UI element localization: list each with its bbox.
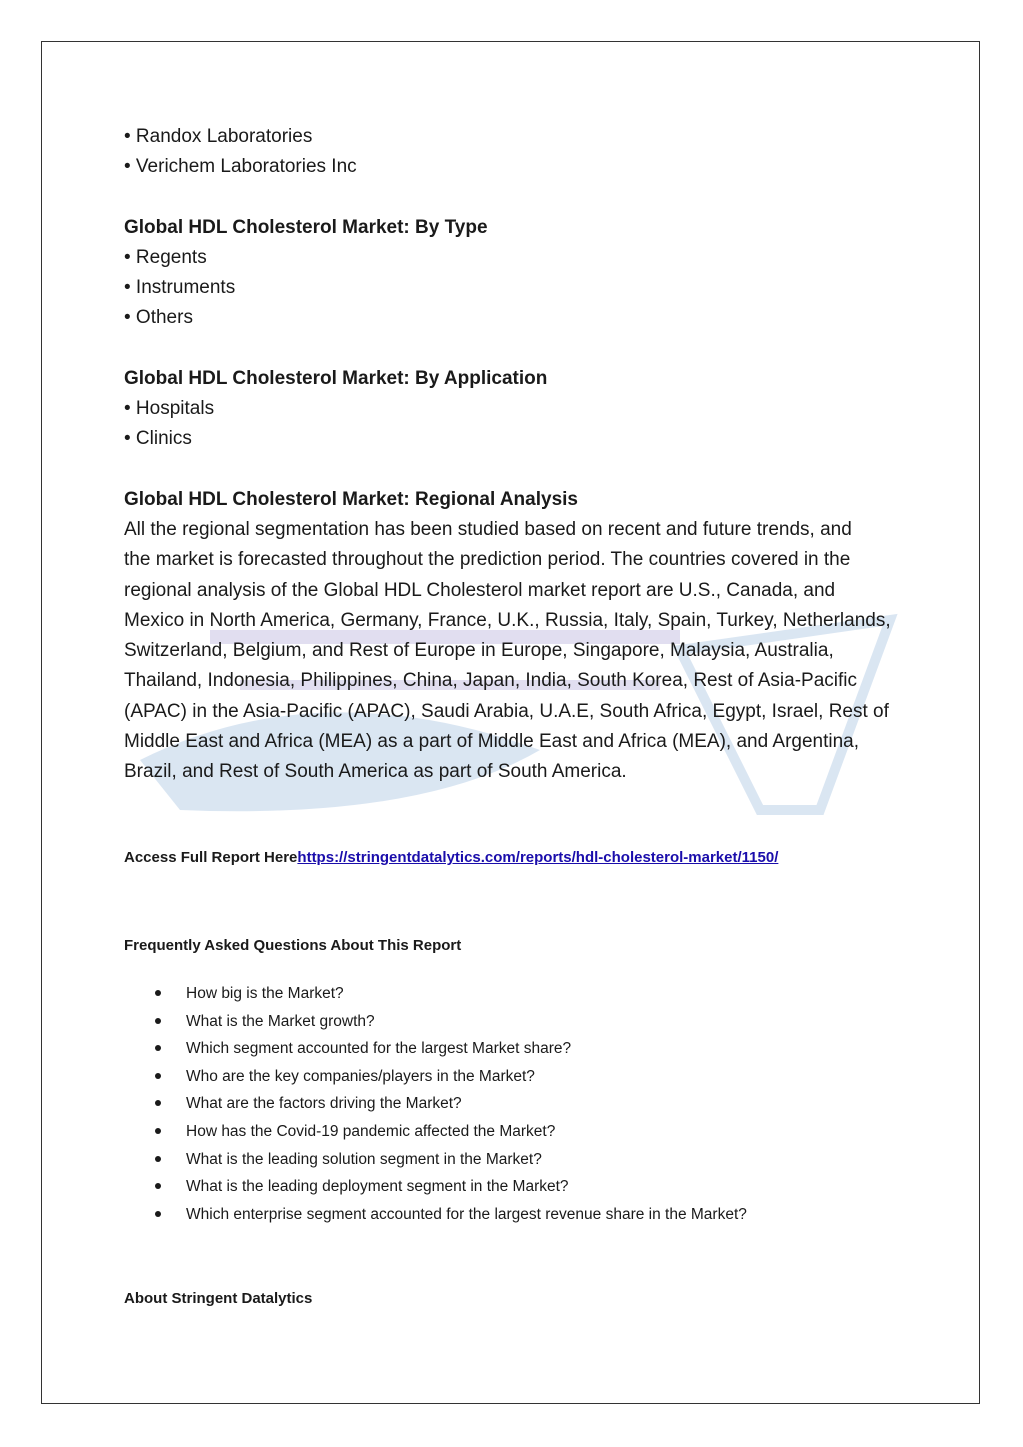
regional-line: the market is forecasted throughout the prediction period. The countries covered in the — [124, 549, 851, 571]
regional-line: Brazil, and Rest of South America as part of South America. — [124, 761, 627, 783]
application-item: • Hospitals — [124, 398, 215, 420]
regional-line: Middle East and Africa (MEA) as a part of Middle East and Africa (MEA), and Argentina, — [124, 731, 860, 753]
regional-line: Switzerland, Belgium, and Rest of Europe in Europe, Singapore, Malaysia, Australia, — [124, 640, 834, 662]
section-title-regional: Global HDL Cholesterol Market: Regional Analysis — [124, 488, 578, 510]
regional-line: (APAC) in the Asia-Pacific (APAC), Saudi Arabia, U.A.E, South Africa, Egypt, Israel, Rest of — [124, 700, 889, 722]
regional-paragraph — [124, 515, 904, 788]
faq-item — [155, 1173, 747, 1201]
bullet-icon — [155, 1128, 161, 1134]
bullet-icon — [155, 1211, 161, 1217]
bullet-icon — [155, 990, 161, 996]
faq-item — [155, 1118, 747, 1146]
faq-item-text: What is the leading deployment segment in the Market? — [186, 1178, 569, 1196]
faq-item — [155, 1090, 747, 1118]
faq-item-text: Which enterprise segment accounted for the largest revenue share in the Market? — [186, 1205, 747, 1223]
access-report-line — [124, 849, 778, 866]
faq-item-text: What is the leading solution segment in the Market? — [186, 1150, 542, 1168]
section-title-by-application: Global HDL Cholesterol Market: By Application — [124, 367, 548, 389]
application-item: • Clinics — [124, 428, 192, 450]
faq-item-text: What is the Market growth? — [186, 1012, 375, 1030]
bullet-icon — [155, 1018, 161, 1024]
bullet-icon — [155, 1073, 161, 1079]
bullet-icon — [155, 1156, 161, 1162]
company-item: • Verichem Laboratories Inc — [124, 156, 357, 178]
regional-line: All the regional segmentation has been studied based on recent and future trends, and — [124, 518, 852, 540]
report-link[interactable]: https://stringentdatalytics.com/reports/hdl-cholesterol-market/1150/ — [297, 849, 779, 866]
faq-item-text: What are the factors driving the Market? — [186, 1095, 462, 1113]
bullet-icon — [155, 1100, 161, 1106]
regional-line: Thailand, Indonesia, Philippines, China, Japan, India, South Korea, Rest of Asia-Pacific — [124, 670, 857, 692]
regional-line: regional analysis of the Global HDL Cholesterol market report are U.S., Canada, and — [124, 579, 836, 601]
faq-list — [155, 980, 747, 1228]
faq-item-text: How big is the Market? — [186, 985, 344, 1002]
bullet-icon — [155, 1045, 161, 1051]
faq-item-text: Who are the key companies/players in the Market? — [186, 1067, 535, 1085]
faq-item — [155, 1035, 747, 1063]
section-title-by-type: Global HDL Cholesterol Market: By Type — [124, 216, 488, 238]
company-item: • Randox Laboratories — [124, 126, 313, 147]
type-item: • Others — [124, 307, 193, 329]
faq-item — [155, 980, 747, 1008]
faq-item — [155, 1146, 747, 1174]
faq-item — [155, 1008, 747, 1036]
bullet-icon — [155, 1183, 161, 1189]
faq-item-text: How has the Covid-19 pandemic affected the Market? — [186, 1122, 556, 1140]
type-item: • Instruments — [124, 277, 236, 299]
access-label: Access Full Report Here — [124, 849, 298, 866]
type-item: • Regents — [124, 246, 207, 268]
regional-line: Mexico in North America, Germany, France, U.K., Russia, Italy, Spain, Turkey, Netherlands, — [124, 609, 891, 631]
faq-item-text: Which segment accounted for the largest Market share? — [186, 1040, 572, 1058]
about-title: About Stringent Datalytics — [124, 1290, 313, 1307]
faq-item — [155, 1201, 747, 1229]
document-body — [124, 122, 904, 788]
faq-item — [155, 1063, 747, 1091]
faq-title: Frequently Asked Questions About This Report — [124, 937, 462, 954]
